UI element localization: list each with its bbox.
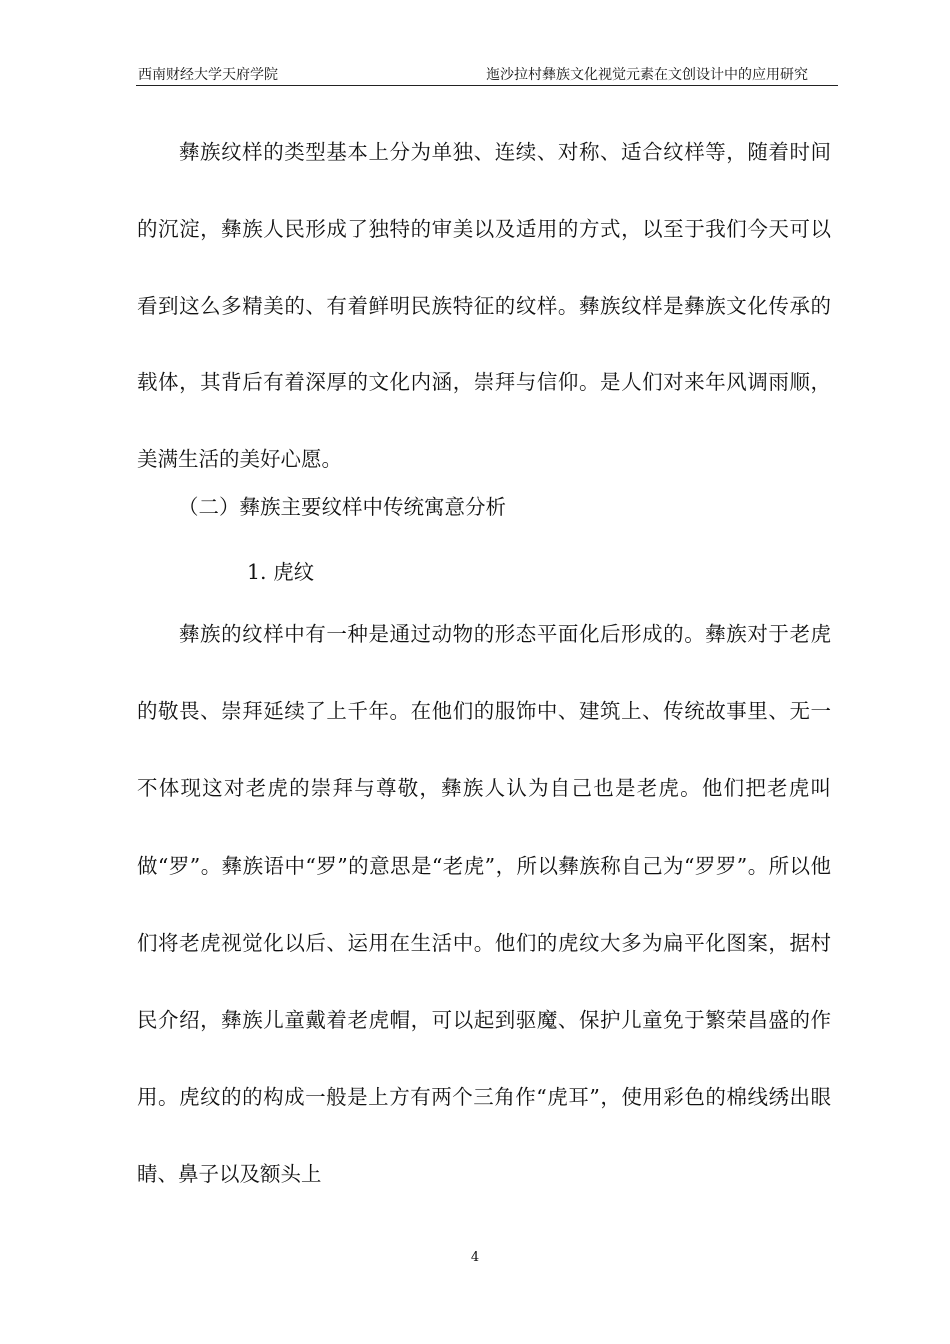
section-heading: （二）彝族主要纹样中传统寓意分析: [178, 495, 506, 519]
header-institution: 西南财经大学天府学院: [138, 67, 278, 83]
page-number: 4: [470, 1250, 480, 1265]
header-title: 迤沙拉村彝族文化视觉元素在文创设计中的应用研究: [486, 67, 808, 83]
paragraph-tiger-pattern: 彝族的纹样中有一种是通过动物的形态平面化后形成的。彝族对于老虎的敬畏、崇拜延续了上千年。在他们的服饰中、建筑上、传统故事里、无一不体现这对老虎的崇拜与尊敬，彝族人认为自己也是老虎。他们把老虎叫做“罗”。彝族语中“罗”的意思是“老虎”，所以彝族称自己为“罗罗”。所以他们将老虎视觉化以后、运用在生活中。他们的虎纹大多为扁平化图案，据村民介绍，彝族儿童戴着老虎帽，可以起到驱魔、保护儿童免于繁荣昌盛的作用。虎纹的的构成一般是上方有两个三角作“虎耳”，使用彩色的棉线绣出眼睛、鼻子以及额头上: [137, 622, 831, 1187]
body-text-block-2: [137, 596, 831, 1214]
subsection-heading: 1. 虎纹: [247, 560, 315, 584]
body-text-block-1: [137, 114, 831, 498]
paragraph-pattern-types: 彝族纹样的类型基本上分为单独、连续、对称、适合纹样等，随着时间的沉淀，彝族人民形成了独特的审美以及适用的方式，以至于我们今天可以看到这么多精美的、有着鲜明民族特征的纹样。彝族纹样是彝族文化传承的载体，其背后有着深厚的文化内涵，崇拜与信仰。是人们对来年风调雨顺，美满生活的美好心愿。: [137, 140, 831, 472]
header-divider: [136, 85, 838, 86]
